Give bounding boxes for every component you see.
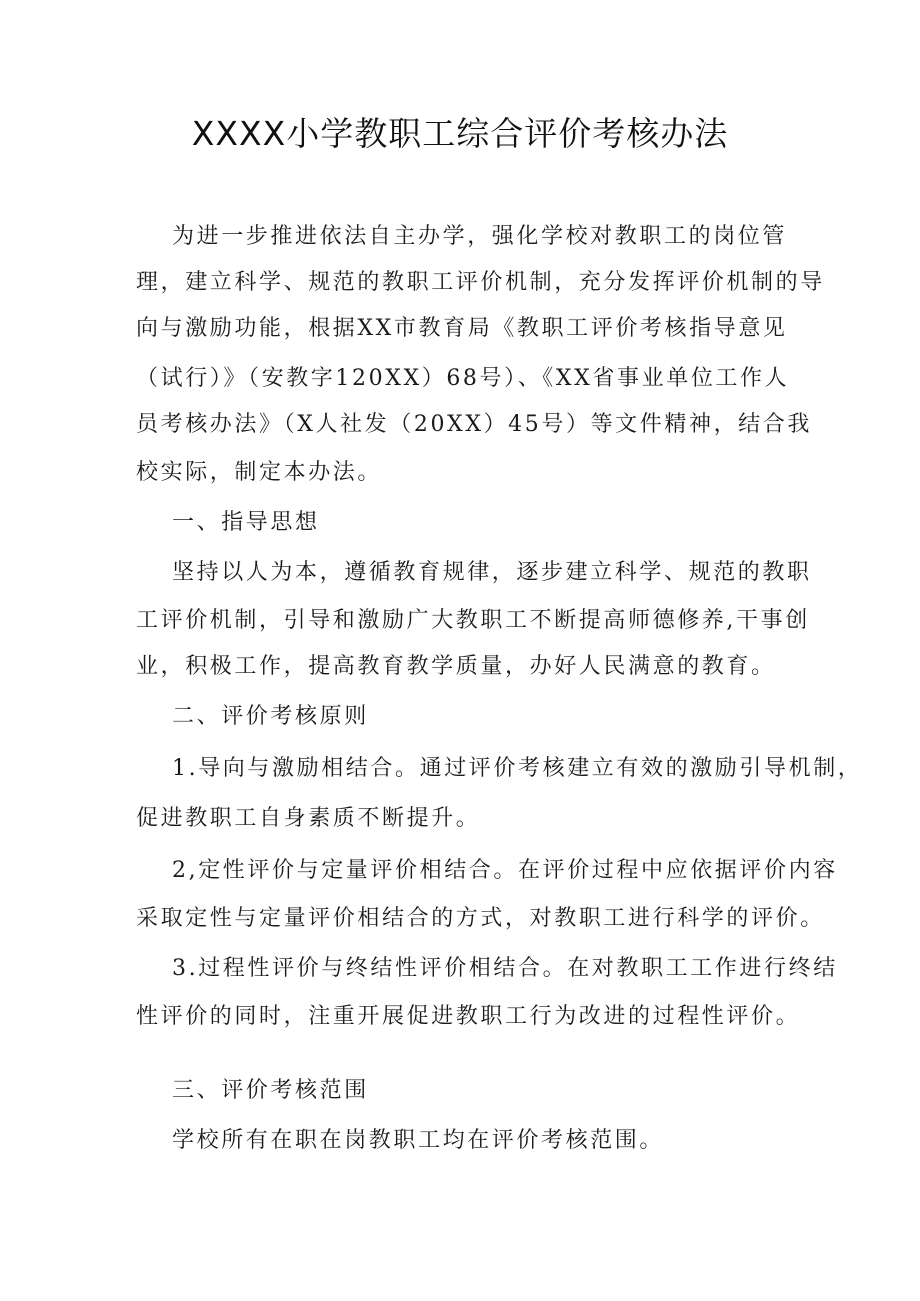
intro-line: 员考核办法》（X人社发（20XX）45号）等文件精神，结合我 xyxy=(136,412,812,437)
principle-2-line: 采取定性与定量评价相结合的方式，对教职工进行科学的评价。 xyxy=(136,906,825,931)
section-heading-scope: 三、评价考核范围 xyxy=(172,1078,369,1103)
section1-line: 工评价机制，引导和激励广大教职工不断提高师德修养,干事创 xyxy=(136,608,810,633)
intro-line: 理，建立科学、规范的教职工评价机制，充分发挥评价机制的导 xyxy=(136,270,825,295)
principle-3-line: 性评价的同时，注重开展促进教职工行为改进的过程性评价。 xyxy=(136,1004,801,1029)
section-heading-principles: 二、评价考核原则 xyxy=(172,704,369,729)
intro-line: （试行）》（安教字120XX）68号）、《XX省事业单位工作人 xyxy=(136,366,790,391)
document-title: XXXX小学教职工综合评价考核办法 xyxy=(191,114,729,153)
principle-2-line: 2,定性评价与定量评价相结合。在评价过程中应依据评价内容 xyxy=(172,858,838,883)
intro-line: 向与激励功能，根据XX市教育局《教职工评价考核指导意见 xyxy=(136,316,788,341)
principle-1-line: 促进教职工自身素质不断提升。 xyxy=(136,806,481,831)
principle-1-line: 1.导向与激励相结合。通过评价考核建立有效的激励引导机制， xyxy=(172,756,863,781)
section3-line: 学校所有在职在岗教职工均在评价考核范围。 xyxy=(172,1128,665,1153)
intro-line: 校实际，制定本办法。 xyxy=(136,460,383,485)
section-heading-guiding-thought: 一、指导思想 xyxy=(172,510,320,535)
section1-line: 坚持以人为本，遵循教育规律，逐步建立科学、规范的教职 xyxy=(172,560,812,585)
intro-line: 为进一步推进依法自主办学，强化学校对教职工的岗位管 xyxy=(172,224,788,249)
section1-line: 业，积极工作，提高教育教学质量，办好人民满意的教育。 xyxy=(136,654,776,679)
principle-3-line: 3.过程性评价与终结性评价相结合。在对教职工工作进行终结 xyxy=(172,956,838,981)
